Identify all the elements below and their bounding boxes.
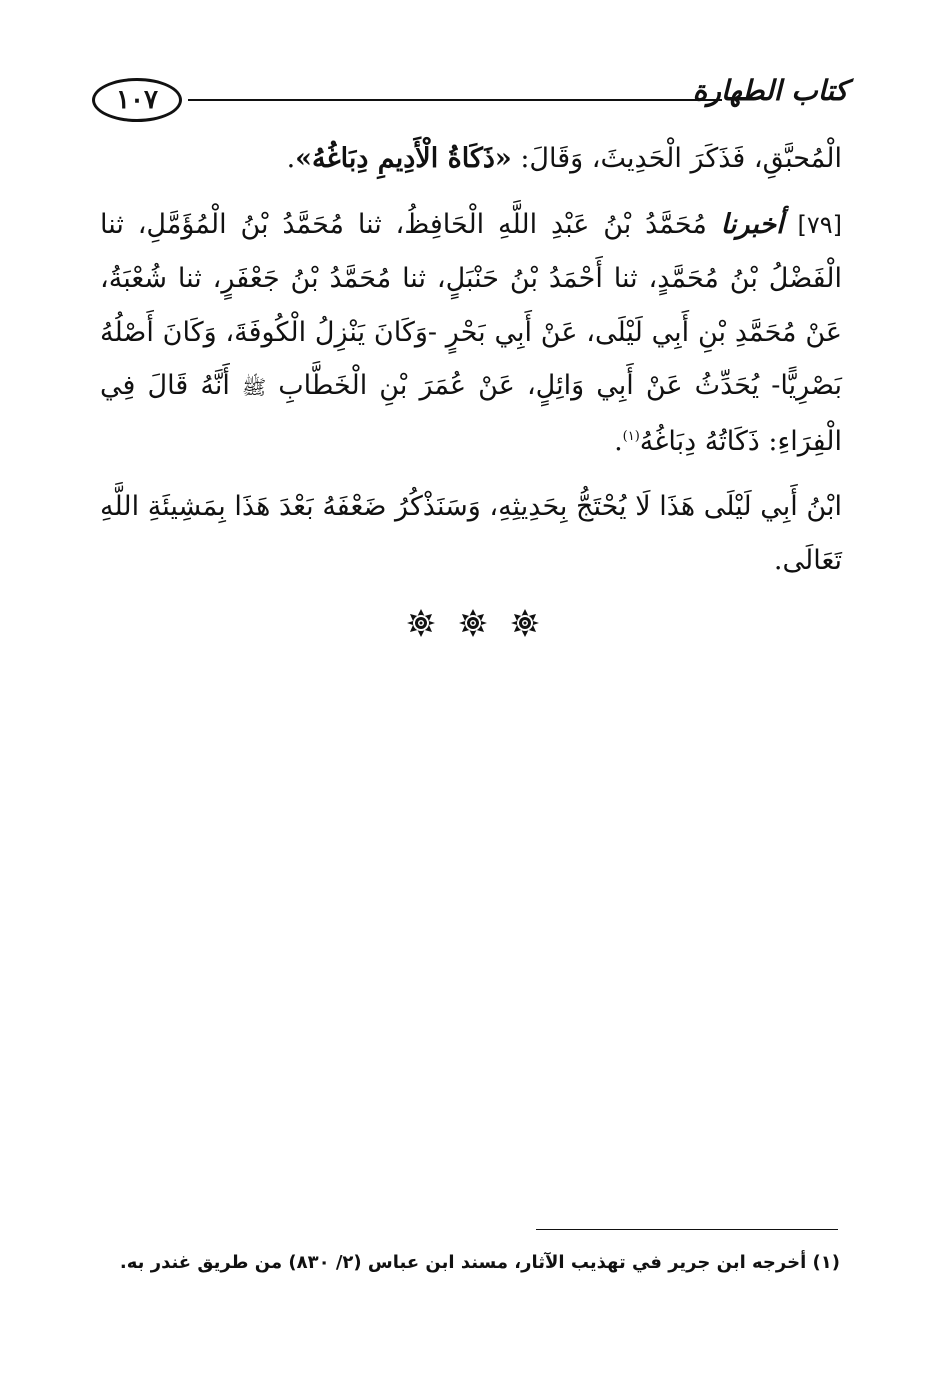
page-header	[92, 72, 848, 126]
ornament-flower-icon	[406, 608, 436, 638]
page-number: ١٠٧	[92, 78, 182, 122]
footnote-separator	[536, 1229, 838, 1230]
footnote-reference[interactable]: (١)	[622, 428, 640, 444]
paragraph-1-text: الْمُحبَّقِ، فَذَكَرَ الْحَدِيثَ، وَقَالَ:	[511, 143, 842, 174]
paragraph-3-text: ابْنُ أَبِي لَيْلَى هَذَا لَا يُحْتَجُّ بِحَدِيثِهِ، وَسَنَذْكُرُ ضَعْفَهُ بَعْدَ هَذَا بِمَشِيئَةِ اللَّهِ تَعَالَى.	[100, 491, 842, 576]
hadith-number: [٧٩]	[797, 210, 842, 239]
ornament-flower-icon	[510, 608, 540, 638]
ornament-flower-icon	[458, 608, 488, 638]
paragraph-2	[100, 198, 842, 469]
footnote-text: أخرجه ابن جرير في تهذيب الآثار، مسند ابن عباس (٢/ ٨٣٠) من طريق غندر به.	[119, 1252, 807, 1273]
matn-text: أَنَّهُ قَالَ فِي الْفِرَاءِ: ذَكَاتُهُ دِبَاغُهُ	[100, 370, 842, 457]
paragraph-1	[100, 132, 842, 186]
paragraph-2-end: .	[614, 425, 623, 457]
paragraph-3	[100, 480, 842, 587]
header-rule	[188, 99, 722, 101]
footnote-marker: (١)	[812, 1252, 840, 1273]
isnad-text: مُحَمَّدُ بْنُ عَبْدِ اللَّهِ الْحَافِظُ، ثنا مُحَمَّدُ بْنُ الْمُؤَمَّلِ، ثنا الْفَضْلُ بْنُ مُحَمَّدٍ، ثنا أَحْمَدُ بْنُ حَنْبَلٍ، ثنا مُحَمَّدُ بْنُ جَعْفَرٍ، ثنا شُعْبَةُ، عَنْ مُحَمَّدِ بْنِ أَبِي لَيْلَى، عَنْ أَبِي بَحْرٍ -وَكَانَ يَنْزِلُ الْكُوفَةَ، وَكَانَ أَصْلُهُ بَصْرِيًّا- يُحَدِّثُ عَنْ أَبِي وَائِلٍ، عَنْ عُمَرَ بْنِ الْخَطَّابِ	[100, 208, 842, 401]
main-text	[100, 132, 842, 599]
running-head: كتاب الطهارة	[692, 74, 848, 107]
paragraph-1-end: .	[286, 143, 296, 174]
section-ornaments	[0, 608, 946, 638]
narration-lead: أخبرنا	[720, 208, 784, 240]
footnote-1	[100, 1252, 840, 1273]
honorific-glyph: ﷺ	[241, 375, 267, 399]
hadith-quote: «ذَكَاةُ الْأَدِيمِ دِبَاغُهُ»	[295, 143, 512, 174]
